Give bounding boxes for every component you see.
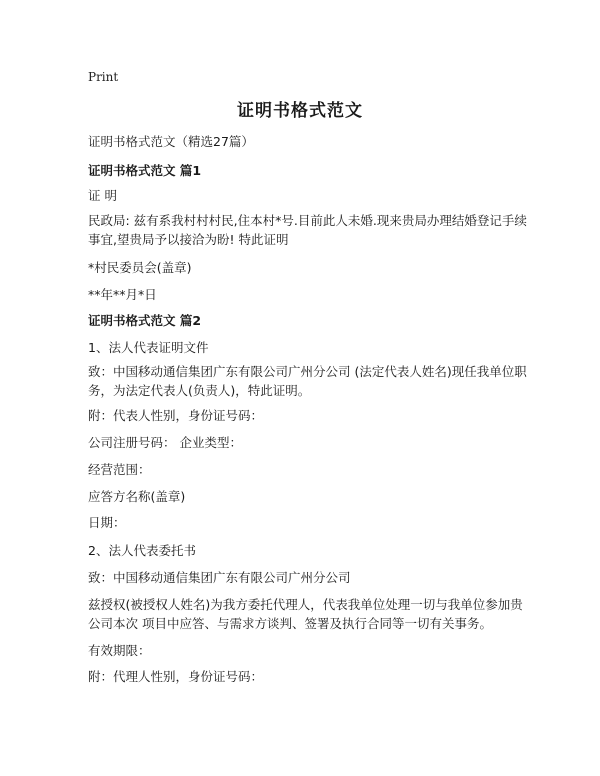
- paragraph-addressee-1: 致：中国移动通信集团广东有限公司广州分公司 (法定代表人姓名)现任我单位职务，为法定代表人(负责人)，特此证明。: [88, 364, 527, 398]
- paragraph-civil-affairs: 民政局: 兹有系我村村村民,住本村*号.目前此人未婚.现来贵局办理结婚登记手续事宜,望贵局予以接洽为盼! 特此证明: [88, 213, 527, 247]
- print-label: Print: [88, 70, 119, 84]
- paragraph-power-of-attorney: 2、法人代表委托书: [88, 543, 196, 558]
- paragraph-date: **年**月*日: [88, 287, 157, 302]
- section-heading-2: 证明书格式范文 篇2: [88, 313, 202, 328]
- paragraph-date-2: 日期：: [88, 515, 126, 530]
- page-title: 证明书格式范文: [237, 101, 363, 121]
- paragraph-business-scope: 经营范围：: [88, 462, 151, 477]
- section-heading-1: 证明书格式范文 篇1: [88, 163, 202, 178]
- paragraph-validity: 有效期限：: [88, 643, 151, 658]
- paragraph-respondent-name: 应答方名称(盖章): [88, 489, 186, 504]
- paragraph-legal-rep-proof: 1、法人代表证明文件: [88, 340, 209, 355]
- paragraph-addressee-2: 致：中国移动通信集团广东有限公司广州分公司: [88, 570, 351, 585]
- paragraph-village-committee: *村民委员会(盖章): [88, 260, 192, 275]
- paragraph-certificate-label: 证 明: [88, 188, 117, 203]
- paragraph-attachment-rep: 附：代表人性别，身份证号码：: [88, 408, 264, 423]
- document-subtitle: 证明书格式范文（精选27篇）: [88, 134, 254, 149]
- paragraph-registration-no: 公司注册号码： 企业类型：: [88, 435, 242, 450]
- paragraph-attachment-agent: 附：代理人性别，身份证号码：: [88, 669, 264, 684]
- paragraph-authorization: 兹授权(被授权人姓名)为我方委托代理人，代表我单位处理一切与我单位参加贵公司本次 项目中应答、与需求方谈判、签署及执行合同等一切有关事务。: [88, 597, 523, 631]
